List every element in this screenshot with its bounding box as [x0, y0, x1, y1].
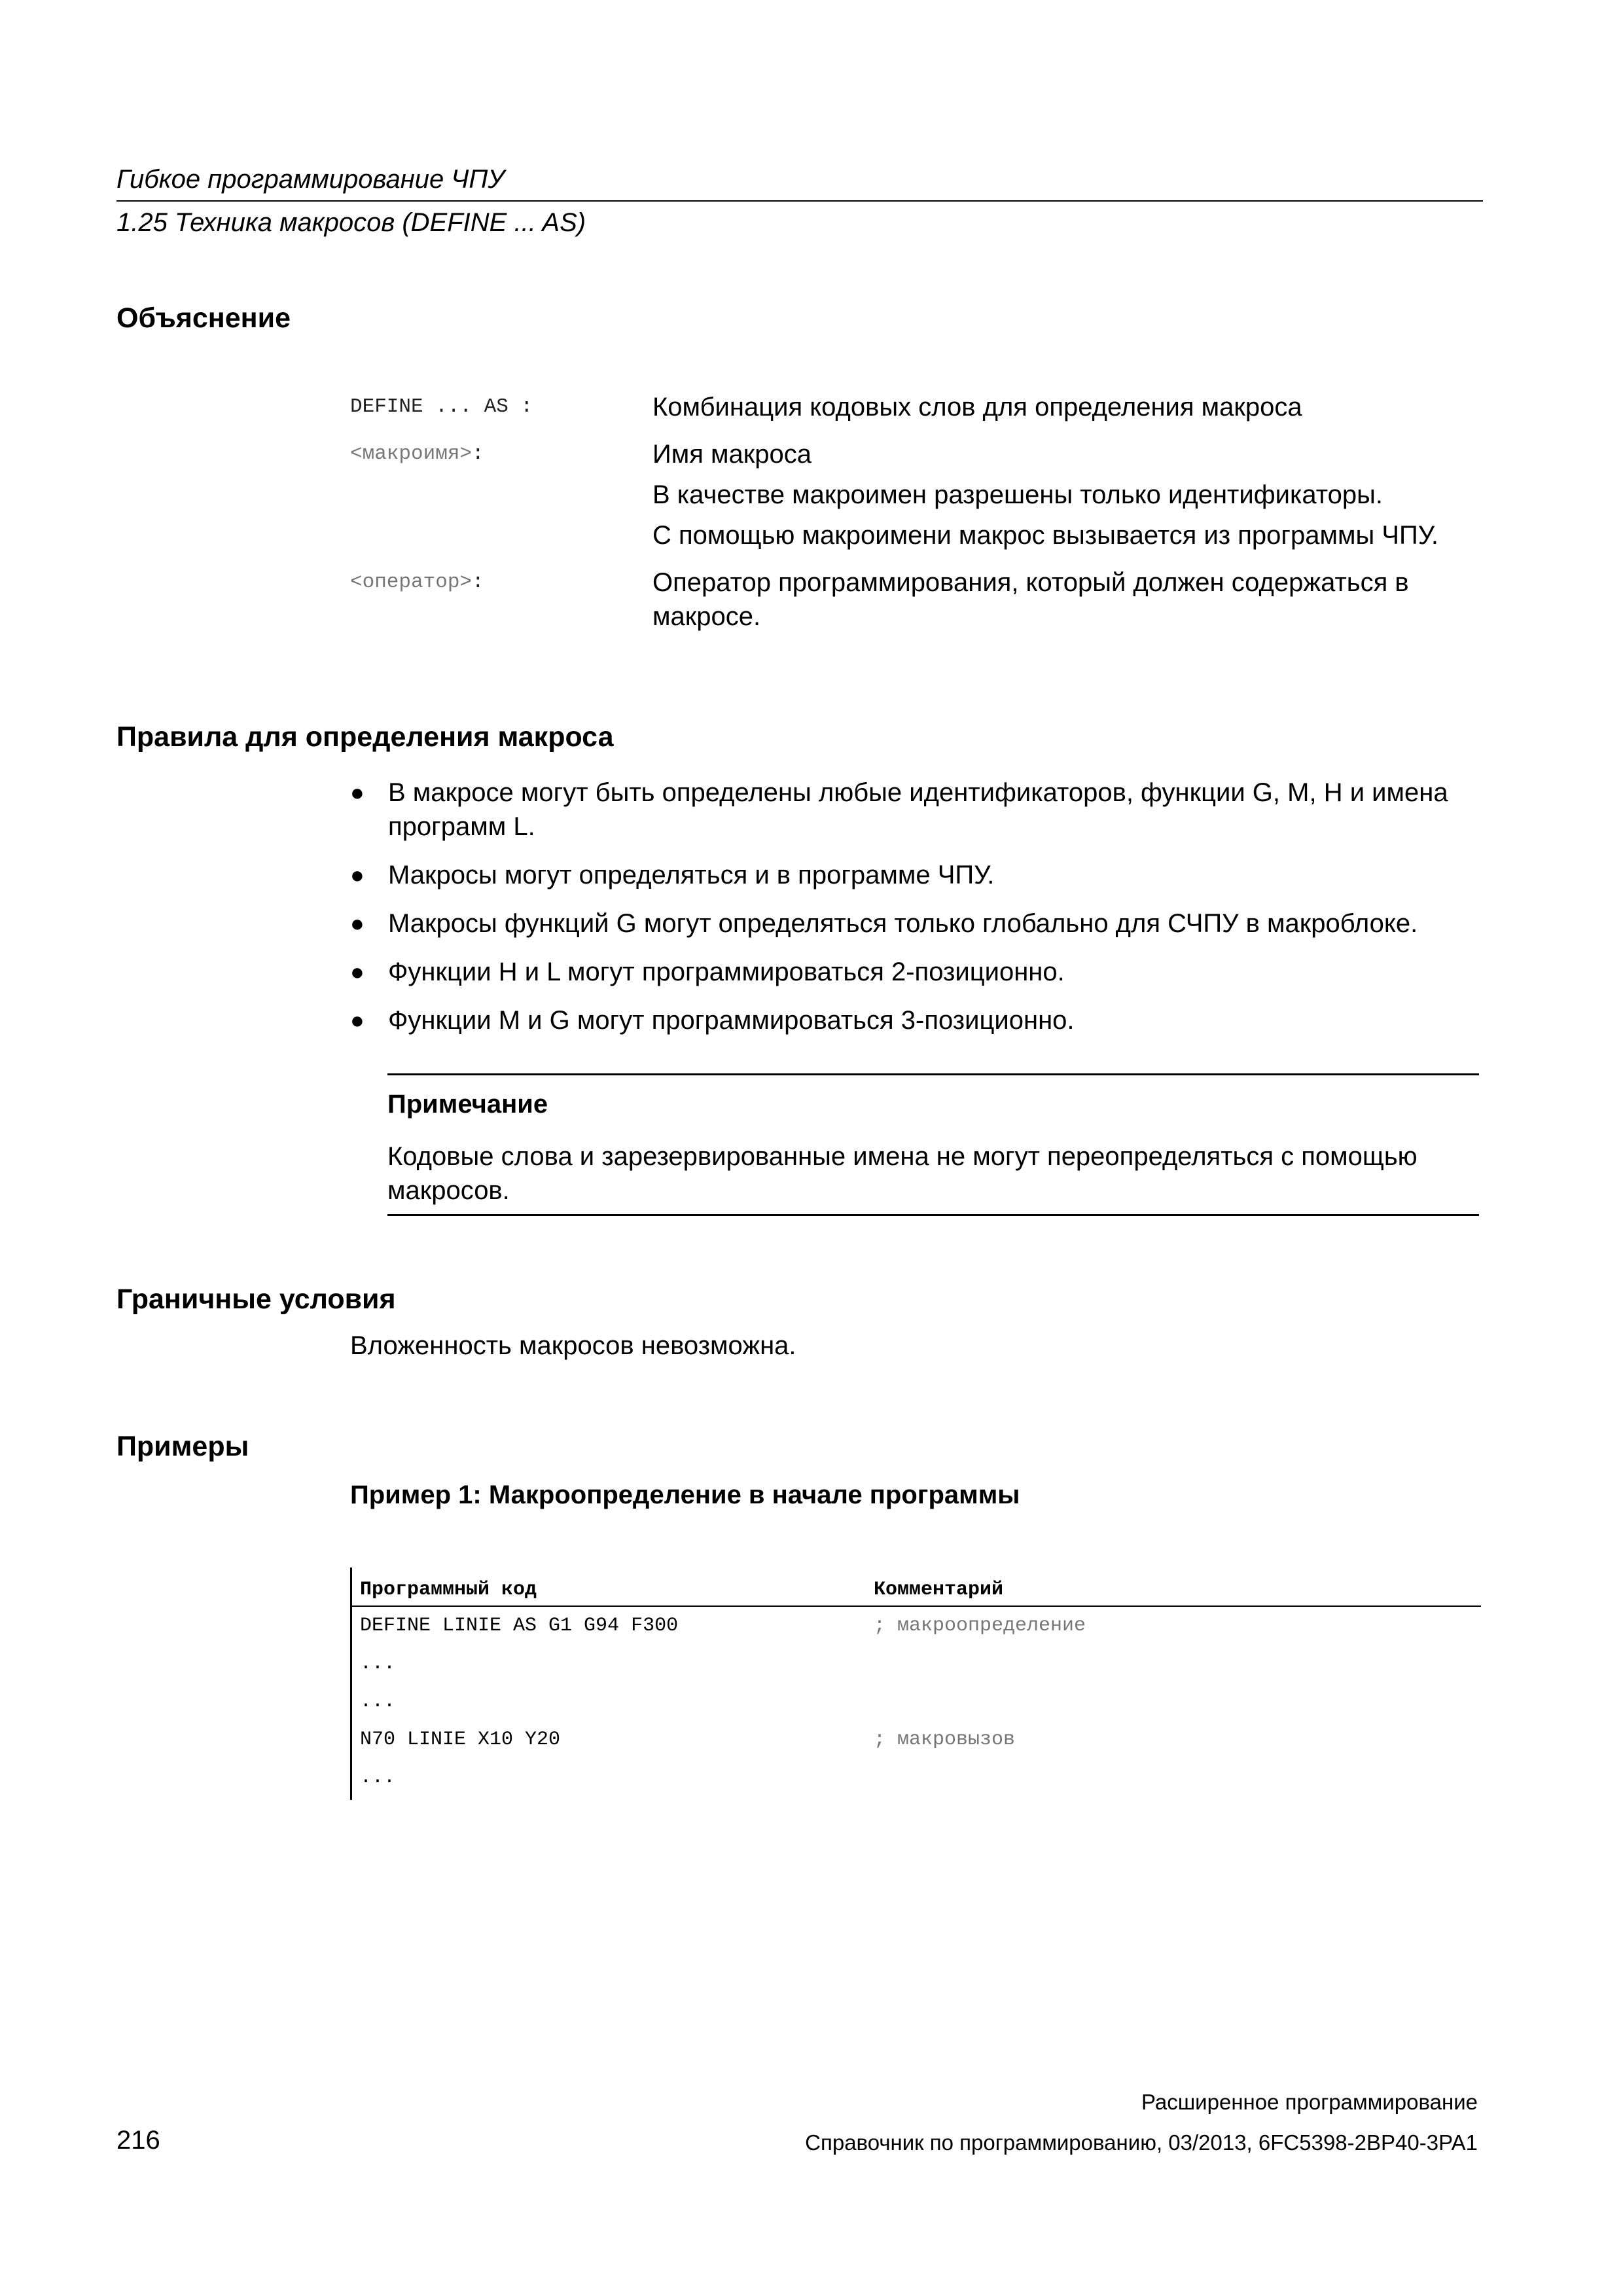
- definition-term: [350, 437, 652, 559]
- table-row: [352, 1607, 1481, 1645]
- code-cell: ...: [360, 1767, 396, 1789]
- code-cell: ...: [360, 1691, 396, 1713]
- column-header-comment: Комментарий: [874, 1579, 1004, 1601]
- list-item-text: В макросе могут быть определены любые идентификаторов, функции G, M, H и имена программ L.: [388, 778, 1448, 841]
- explanation-heading: Объяснение: [116, 302, 291, 334]
- term-text: <макроимя>: [350, 442, 473, 465]
- bullet-icon: ●: [350, 1007, 365, 1033]
- comment-cell: ; макроопределение: [874, 1615, 1086, 1637]
- definition-row: [350, 565, 1489, 640]
- bullet-icon: ●: [350, 779, 365, 806]
- definition-description: [652, 437, 1489, 559]
- running-header: [116, 162, 1483, 240]
- table-row: [352, 1645, 1481, 1683]
- definition-row: [350, 437, 1489, 559]
- code-table: [350, 1568, 1481, 1800]
- term-text: DEFINE ... AS: [350, 395, 508, 418]
- rules-list: [350, 776, 1489, 1052]
- code-table-header: [352, 1577, 1481, 1607]
- note-title: Примечание: [387, 1090, 548, 1119]
- bullet-icon: ●: [350, 910, 365, 937]
- footer-reference: Справочник по программированию, 03/2013, 6FC5398-2BP40-3PA1: [805, 2130, 1478, 2155]
- description-text: Оператор программирования, который должен содержаться в макросе.: [652, 568, 1409, 631]
- chapter-title: Гибкое программирование ЧПУ: [116, 162, 1483, 202]
- examples-heading: Примеры: [116, 1431, 249, 1462]
- definition-description: [652, 390, 1489, 431]
- list-item: [350, 955, 1489, 989]
- list-item: [350, 858, 1489, 892]
- term-text: <оператор>: [350, 571, 473, 594]
- list-item-text: Функции H и L могут программироваться 2-позиционно.: [388, 958, 1065, 986]
- definition-term: [350, 565, 652, 640]
- boundary-heading: Граничные условия: [116, 1283, 396, 1315]
- note-body: Кодовые слова и зарезервированные имена не могут переопределяться с помощью макросов.: [387, 1142, 1418, 1205]
- bullet-icon: ●: [350, 958, 365, 985]
- rules-heading: Правила для определения макроса: [116, 721, 614, 753]
- definition-row: [350, 390, 1489, 431]
- list-item: [350, 776, 1489, 844]
- list-item-text: Макросы функций G могут определяться только глобально для СЧПУ в макроблоке.: [388, 909, 1418, 938]
- term-suffix: :: [472, 571, 484, 594]
- code-cell: DEFINE LINIE AS G1 G94 F300: [360, 1615, 679, 1637]
- section-title: 1.25 Техника макросов (DEFINE ... AS): [116, 208, 586, 237]
- description-text: Имя макроса: [652, 440, 812, 469]
- description-text: Комбинация кодовых слов для определения макроса: [652, 393, 1302, 422]
- list-item-text: Функции M и G могут программироваться 3-позиционно.: [388, 1006, 1075, 1035]
- page-number: 216: [116, 2126, 160, 2155]
- table-row: [352, 1721, 1481, 1759]
- comment-cell: [874, 1683, 1481, 1721]
- list-item: [350, 1003, 1489, 1037]
- definition-term: [350, 390, 652, 431]
- comment-cell: [874, 1645, 1481, 1683]
- footer-title: Расширенное программирование: [1141, 2090, 1478, 2114]
- list-item-text: Макросы могут определяться и в программе ЧПУ.: [388, 861, 995, 889]
- description-text: В качестве макроимен разрешены только идентификаторы.: [652, 480, 1383, 509]
- example1-title: Пример 1: Макроопределение в начале программы: [350, 1480, 1020, 1509]
- boundary-text: Вложенность макросов невозможна.: [350, 1331, 796, 1360]
- term-suffix: :: [472, 442, 484, 465]
- list-item: [350, 906, 1489, 941]
- term-suffix: :: [508, 395, 533, 418]
- definition-list: [350, 390, 1489, 647]
- column-header-code: Программный код: [360, 1579, 537, 1601]
- description-text: С помощью макроимени макрос вызывается из программы ЧПУ.: [652, 521, 1438, 550]
- note-box: [387, 1073, 1479, 1216]
- comment-cell: ; макровызов: [874, 1729, 1016, 1751]
- definition-description: [652, 565, 1489, 640]
- bullet-icon: ●: [350, 861, 365, 888]
- table-row: [352, 1683, 1481, 1721]
- code-cell: ...: [360, 1653, 396, 1675]
- code-cell: N70 LINIE X10 Y20: [360, 1729, 561, 1751]
- table-row: [352, 1759, 1481, 1797]
- comment-cell: [874, 1759, 1481, 1797]
